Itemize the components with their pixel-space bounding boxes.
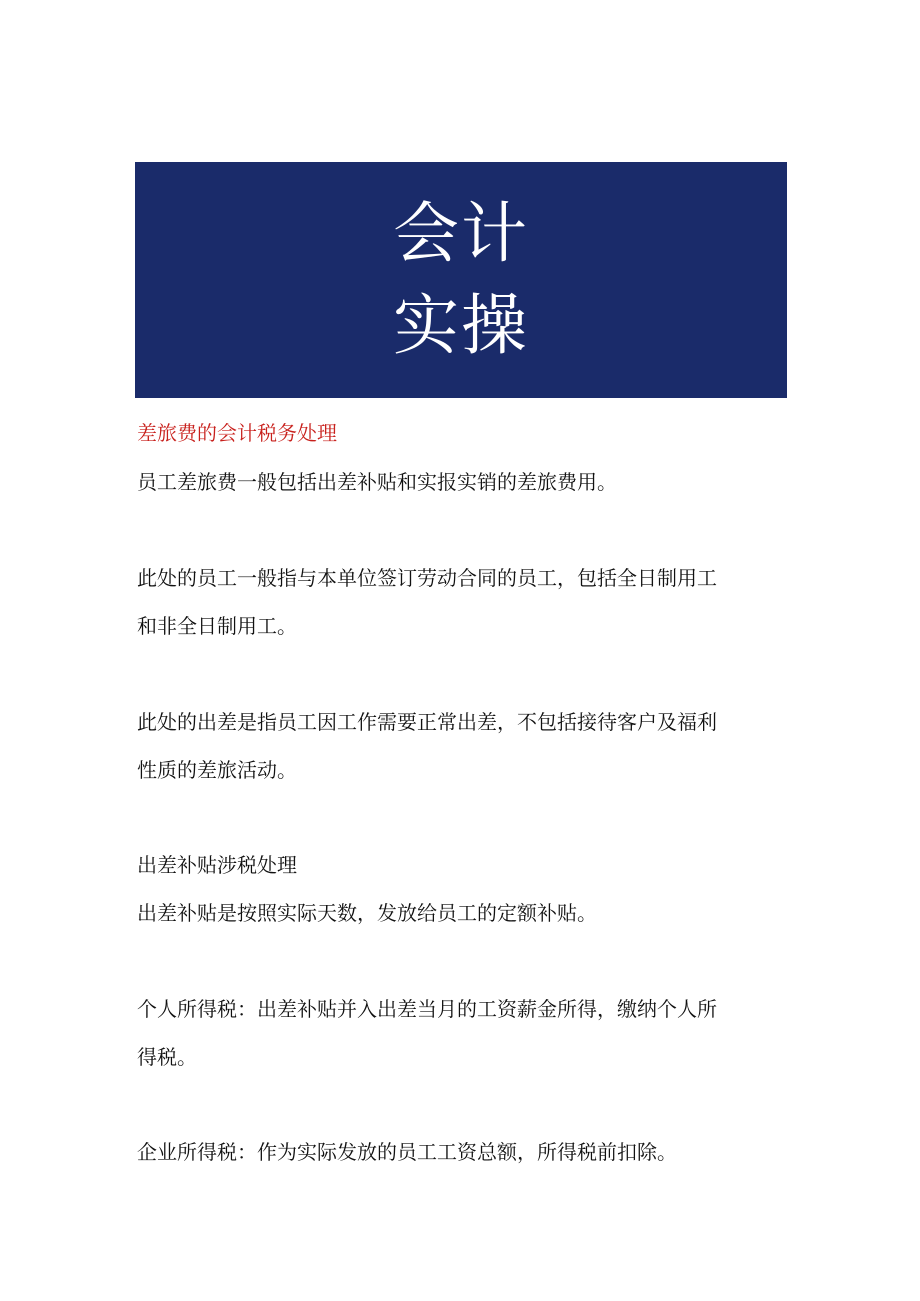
paragraph-intro: 员工差旅费一般包括出差补贴和实报实销的差旅费用。 [137,470,617,494]
paragraph-4-line-2: 得税。 [137,1045,197,1069]
paragraph-2-line-2: 性质的差旅活动。 [137,758,297,782]
paragraph-2-line-1: 此处的出差是指员工因工作需要正常出差，不包括接待客户及福利 [137,710,717,734]
title-banner [135,162,787,398]
article-heading: 差旅费的会计税务处理 [137,421,337,445]
section-title: 出差补贴涉税处理 [137,853,297,877]
banner-title-line-2: 实操 [393,287,529,364]
paragraph-1-line-2: 和非全日制用工。 [137,614,297,638]
paragraph-1-line-1: 此处的员工一般指与本单位签订劳动合同的员工，包括全日制用工 [137,566,717,590]
paragraph-4-line-1: 个人所得税：出差补贴并入出差当月的工资薪金所得，缴纳个人所 [137,997,717,1021]
paragraph-3: 出差补贴是按照实际天数，发放给员工的定额补贴。 [137,901,597,925]
paragraph-5: 企业所得税：作为实际发放的员工工资总额，所得税前扣除。 [137,1140,677,1164]
banner-title-line-1: 会计 [393,195,529,272]
